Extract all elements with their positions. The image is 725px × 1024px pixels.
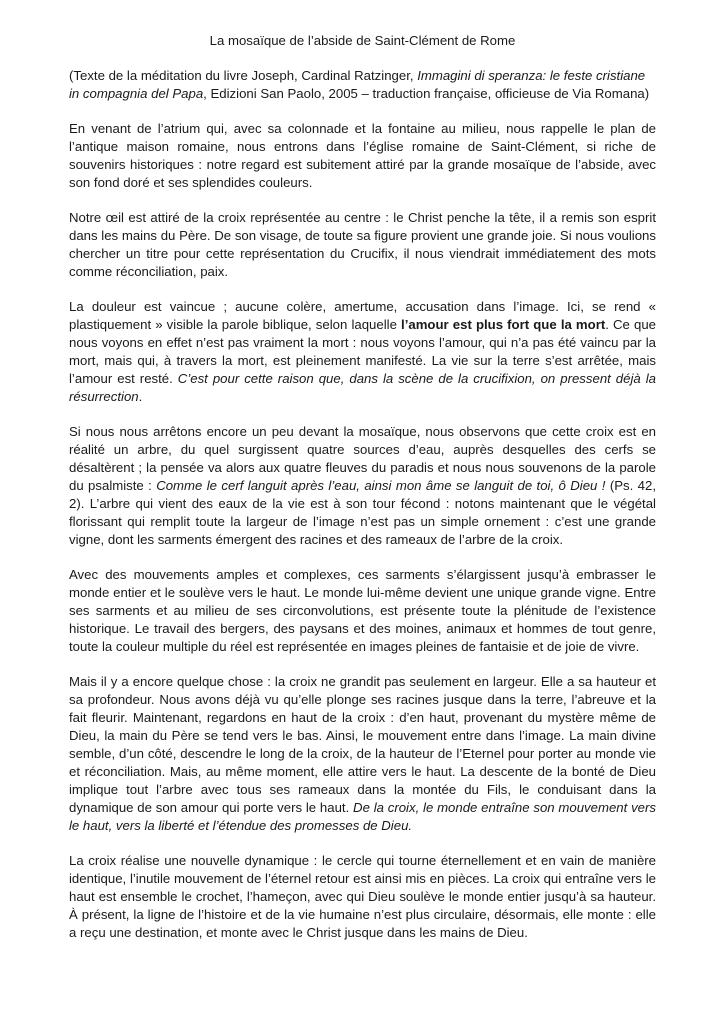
psalm-quote: Comme le cerf languit après l’eau, ainsi mon âme se languit de toi, ô Dieu ! [156, 478, 606, 493]
paragraph-4 [69, 423, 656, 549]
paragraph-5: Avec des mouvements amples et complexes, ces sarments s’élargissent jusqu’à embrasser le monde entier et le soulève vers le haut. Le monde lui-même devient une unique grande vigne. Entre ses sarments et au milieu de ses circonvolutions, est présente toute la plénitude de l’existence historique. Le travail des bergers, des paysans et des moines, animaux et hommes de tout genre, toute la couleur multiple du réel est représentée en images pleines de fantaisie et de joie de vivre. [69, 567, 656, 654]
paragraph-2: Notre œil est attiré de la croix représentée au centre : le Christ penche la tête, il a remis son esprit dans les mains du Père. De son visage, de toute sa figure provient une grande joie. Si nous voulions chercher un titre pour cette représentation du Crucifix, il nous viendrait immédiatement des mots comme réconciliation, paix. [69, 210, 656, 279]
paragraph-3-bold: l’amour est plus fort que la mort [401, 317, 606, 332]
document-title: La mosaïque de l’abside de Saint-Clément de Rome [209, 33, 516, 48]
paragraph-7: La croix réalise une nouvelle dynamique : le cercle qui tourne éternellement et en vain de manière identique, l’inutile mouvement de l’éternel retour est ainsi mis en pièces. La croix qui entraîne vers le haut est ensemble le crochet, l’hameçon, avec qui Dieu soulève le monde entier jusqu’à sa hauteur. À présent, la ligne de l’histoire et de la vie humaine n’est plus circulaire, désormais, elle monte : elle a reçu une destination, et monte avec le Christ jusque dans les mains de Dieu. [69, 853, 656, 940]
paragraph-6 [69, 673, 656, 835]
intro-text-after: , Edizioni San Paolo, 2005 – traduction française, officieuse de Via Romana) [203, 86, 650, 101]
paragraph-3-text-c: . [138, 389, 143, 404]
intro-text-before: (Texte de la méditation du livre Joseph, Cardinal Ratzinger, [69, 68, 418, 83]
paragraph-6-text-a: Mais il y a encore quelque chose : la croix ne grandit pas seulement en largeur. Elle a sa hauteur et sa profondeur. Nous avons déjà vu qu’elle plonge ses racines jusque dans la terre, l’abreuve et la fait fleurir. Maintenant, regardons en haut de la croix : d’en haut, provenant du mystère même de Dieu, la main du Père se tend vers le bas. Ainsi, le mouvement entre dans l’image. La main divine semble, d’un côté, descendre le long de la croix, de la hauteur de l’Eternel pour porter au monde vie et réconciliation. Mais, au même moment, elle attire vers le haut. La descente de la bonté de Dieu implique tout l’arbre avec tous ses rameaux dans la montée du Fils, le conduisant dans la dynamique de son amour qui porte vers le haut. [69, 674, 656, 815]
paragraph-3-text-b: . Ce que nous voyons en effet n’est pas vraiment la mort : nous voyons l’amour, qui n’a pas été vaincu par la mort, mais qui, à travers la mort, est pleinement manifesté. La vie sur la terre s’est arrêtée, mais l’amour est resté. [69, 317, 656, 386]
paragraph-4-text-a: Si nous nous arrêtons encore un peu devant la mosaïque, nous observons que cette croix est en réalité un arbre, du quel surgissent quatre sources d’eau, auprès desquelles des cerfs se désaltèrent ; la pensée va alors aux quatre fleuves du paradis et nous nous souvenons de la parole du psalmiste : [69, 424, 656, 493]
paragraph-3 [69, 298, 656, 406]
paragraph-1: En venant de l’atrium qui, avec sa colonnade et la fontaine au milieu, nous rappelle le plan de l’antique maison romaine, nous entrons dans l’église romaine de Saint-Clément, si riche de souvenirs historiques : notre regard est subitement attiré par la grande mosaïque de l’abside, avec son fond doré et ses splendides couleurs. [69, 121, 656, 190]
book-title: Immagini di speranza: le feste cristiane in compagnia del Papa [69, 68, 646, 101]
intro-paragraph [69, 67, 656, 103]
paragraph-3-italic: C’est pour cette raison que, dans la scène de la crucifixion, on pressent déjà la résurrection [69, 371, 656, 404]
paragraph-4-text-b: (Ps. 42, 2). L’arbre qui vient des eaux de la vie est à son tour fécond : notons maintenant que le végétal florissant qui remplit toute la largeur de l’image n’est pas un simple ornement : c’est une grande vigne, dont les sarments émergent des racines et des rameaux de l’arbre de la croix. [69, 478, 656, 547]
paragraph-6-italic: De la croix, le monde entraîne son mouvement vers le haut, vers la liberté et l’étendue des promesses de Dieu. [69, 800, 656, 833]
paragraph-3-text-a: La douleur est vaincue ; aucune colère, amertume, accusation dans l’image. Ici, se rend « plastiquement » visible la parole biblique, selon laquelle [69, 299, 656, 332]
